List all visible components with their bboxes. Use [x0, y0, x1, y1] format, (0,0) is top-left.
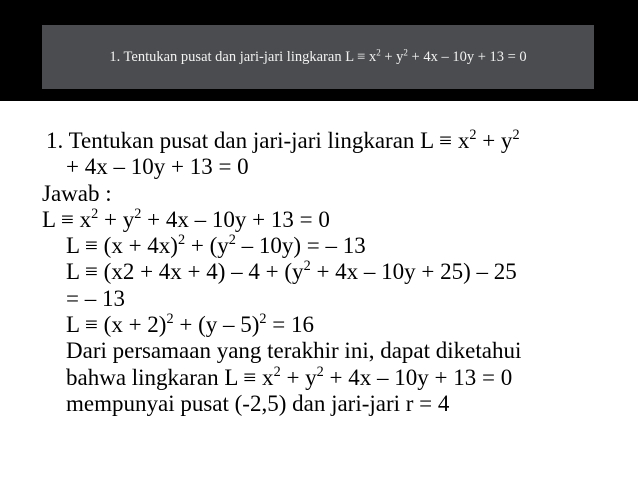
step-complete-square: $L \equiv (x2 + 4x + 4) - 4 + (y^2 + 4x - 10y + 25) - 25$ [66, 258, 517, 285]
step-complete-square-cont: = – 13 [66, 285, 125, 311]
conclusion-line-1: Dari persamaan yang terakhir ini, dapat diketahui [66, 338, 522, 364]
slide-title: 1. Tentukan pusat dan jari-jari lingkaran $L \equiv x^2 + y^2 + 4x - 10y + 13 = 0$ [109, 46, 527, 65]
step-standard-form: $L \equiv (x + 2)^2 + (y - 5)^2 = 16$ [66, 311, 314, 338]
equation-line: $L \equiv x^2 + y^2 + 4x - 10y + 13 = 0$ [42, 206, 330, 232]
conclusion-line-3: mempunyai pusat (-2,5) dan jari-jari r = 4 [66, 390, 450, 416]
conclusion-line-2: bahwa lingkaran $L \equiv x^2 + y^2 + 4x - 10y + 13 = 0$ [66, 363, 513, 390]
title-band [0, 0, 638, 101]
slide-body [42, 127, 626, 417]
answer-heading: Jawab : [42, 180, 112, 206]
step-grouping: $L \equiv (x + 4x)^2 + (y^2 - 10y)$ = – 13 [66, 232, 366, 259]
title-box [42, 25, 594, 89]
problem-line-1: 1. Tentukan pusat dan jari-jari lingkaran $L \equiv x^2 + y^2$ [46, 127, 520, 153]
problem-line-2: + 4x – 10y + 13 = 0 [66, 154, 249, 180]
